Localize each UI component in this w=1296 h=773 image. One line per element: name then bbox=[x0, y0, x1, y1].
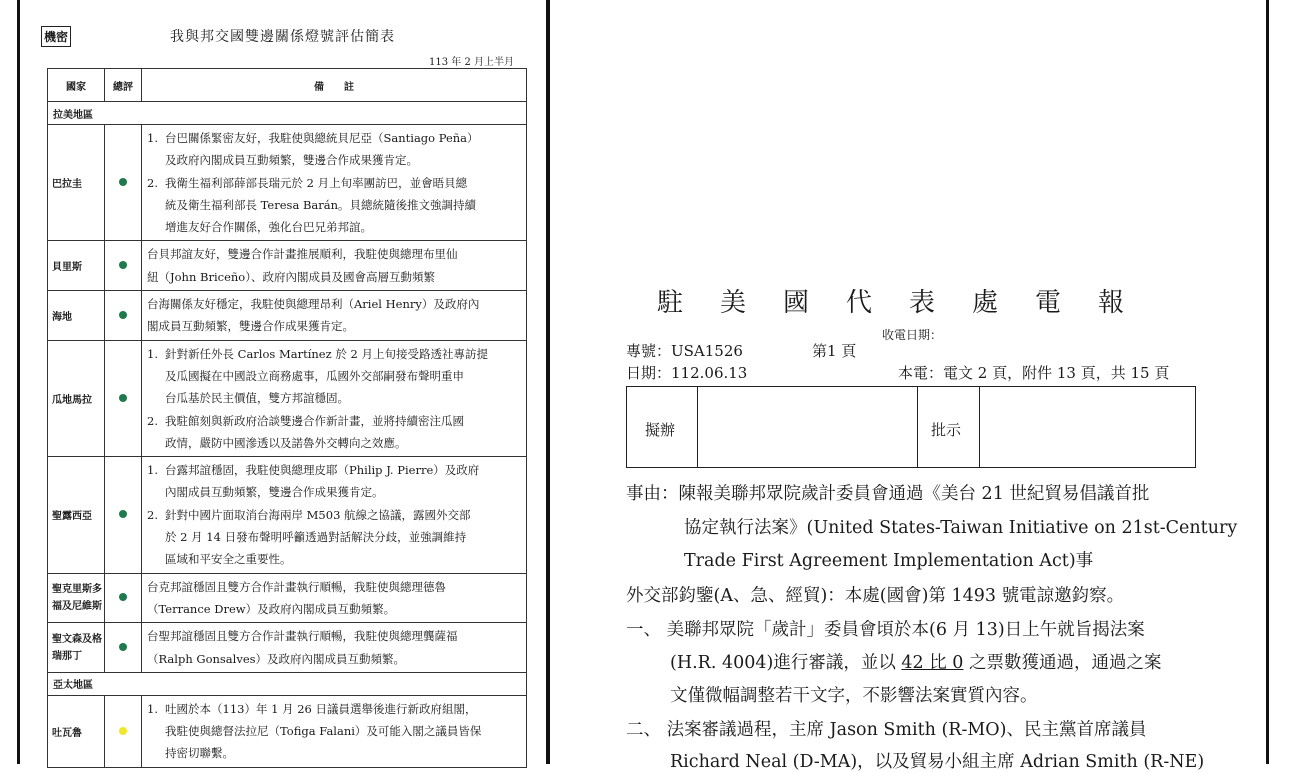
remark-line: 台海關係友好穩定，我駐使與總理昂利（Ariel Henry）及政府內 bbox=[147, 297, 480, 312]
country-name: 瓜地馬拉 bbox=[48, 340, 105, 456]
vote-count: 42 比 0 bbox=[901, 653, 964, 673]
document-title: 我與邦交國雙邊關係燈號評估簡表 bbox=[170, 29, 395, 45]
green-status-dot bbox=[119, 394, 127, 402]
region-row bbox=[48, 672, 527, 695]
remark-text bbox=[165, 504, 471, 571]
remarks-cell bbox=[142, 241, 527, 291]
paragraph-1-line-2 bbox=[670, 649, 1161, 674]
remark-line: 針對新任外長 Carlos Martínez 於 2 月上旬接受路透社專訪提 bbox=[165, 346, 488, 361]
remark-line: 我衛生福利部薛部長瑞元於 2 月上旬率團訪巴，並會晤貝總 bbox=[165, 175, 468, 190]
pages-info: 本電：電文 2 頁，附件 13 頁，共 15 頁 bbox=[898, 364, 1170, 382]
country-name: 吐瓦魯 bbox=[48, 695, 105, 767]
remark-line: 持密切聯繫。 bbox=[165, 746, 234, 761]
status-table-document bbox=[20, 0, 550, 764]
document-date: 113 年 2 月上半月 bbox=[429, 57, 514, 68]
remark-number: 2. bbox=[147, 413, 158, 428]
remark-text bbox=[147, 625, 458, 670]
remark-number: 1. bbox=[147, 346, 158, 361]
subject-line-1: 事由：陳報美聯邦眾院歲計委員會通過《美台 21 世紀貿易倡議首批 bbox=[626, 484, 1150, 504]
passed-text: 之票數獲通過，通過之案 bbox=[963, 653, 1162, 673]
remark-line: 台巴關係緊密友好，我駐使與總統貝尼亞（Santiago Peña） bbox=[165, 131, 479, 145]
remark-line: 台克邦誼穩固且雙方合作計畫執行順暢，我駐使與總理德魯 bbox=[147, 579, 446, 594]
remark-line: 我駐館刻與新政府洽談雙邊合作新計畫，並將持續密注瓜國 bbox=[165, 413, 464, 428]
yellow-status-dot bbox=[119, 727, 127, 735]
remark-text bbox=[165, 172, 476, 239]
telegram-date: 日期：112.06.13 bbox=[626, 364, 748, 382]
instruct-label: 批示 bbox=[931, 421, 962, 439]
table-row bbox=[48, 291, 527, 341]
remark-text bbox=[165, 459, 479, 504]
remarks-cell bbox=[142, 125, 527, 241]
remark-line: 台露邦誼穩固，我駐使與總理皮耶（Philip J. Pierre）及政府 bbox=[165, 463, 480, 478]
table-row bbox=[48, 340, 527, 456]
table-row bbox=[48, 573, 527, 623]
remark-line: 於 2 月 14 日發布聲明呼籲透過對話解決分歧，並強調維持 bbox=[165, 530, 467, 545]
remark-line: 針對中國片面取消台海兩岸 M503 航線之協議，露國外交部 bbox=[165, 507, 471, 522]
rating-cell bbox=[105, 340, 142, 456]
remark-line: 台貝邦誼友好，雙邊合作計畫推展順利，我駐使與總理布里仙 bbox=[147, 247, 458, 262]
header-remarks: 備 註 bbox=[142, 69, 527, 102]
draft-label: 擬辦 bbox=[645, 421, 676, 439]
green-status-dot bbox=[119, 311, 127, 319]
paragraph-1-line-1: 一、 美聯邦眾院「歲計」委員會頃於本(6 月 13)日上午就旨揭法案 bbox=[626, 620, 1145, 640]
table-row bbox=[48, 623, 527, 673]
remark-line: 及政府內閣成員互動頻繁，雙邊合作成果獲肯定。 bbox=[165, 153, 418, 168]
green-status-dot bbox=[119, 178, 127, 186]
table-body bbox=[48, 102, 527, 768]
remark-line: 閣成員互動頻繁，雙邊合作成果獲肯定。 bbox=[147, 319, 354, 334]
remark-item bbox=[147, 459, 521, 504]
telegram-title: 駐美國代表處電報 bbox=[657, 288, 1162, 318]
remarks-cell bbox=[142, 340, 527, 456]
remark-text bbox=[147, 243, 458, 288]
green-status-dot bbox=[119, 510, 127, 518]
remark-item bbox=[147, 625, 521, 670]
remark-item bbox=[147, 293, 521, 338]
remark-item bbox=[147, 698, 521, 765]
remark-number: 2. bbox=[147, 507, 158, 522]
remark-item bbox=[147, 576, 521, 621]
remarks-cell bbox=[142, 573, 527, 623]
remark-number: 1. bbox=[147, 131, 158, 145]
paragraph-2-line-2: Richard Neal (D-MA)，以及貿易小組主席 Adrian Smith (R-NE) bbox=[670, 752, 1205, 772]
green-status-dot bbox=[119, 261, 127, 269]
rating-cell bbox=[105, 125, 142, 241]
rating-cell bbox=[105, 623, 142, 673]
country-name: 聖克里斯多福及尼維斯 bbox=[48, 573, 105, 623]
page-number: 第1 頁 bbox=[812, 342, 857, 360]
remark-line: （Ralph Gonsalves）及政府內閣成員互動頻繁。 bbox=[147, 651, 406, 666]
remark-number: 1. bbox=[147, 701, 158, 716]
region-row bbox=[48, 102, 527, 125]
remark-text bbox=[147, 293, 479, 338]
remarks-cell bbox=[142, 623, 527, 673]
rating-cell bbox=[105, 241, 142, 291]
remark-line: 增進友好合作關係，強化台巴兄弟邦誼。 bbox=[165, 220, 372, 235]
addressee-line: 外交部鈞鑒(A、急、經貿)：本處(國會)第 1493 號電諒邀鈞察。 bbox=[626, 586, 1125, 606]
remark-line: 區域和平安全之重要性。 bbox=[165, 552, 292, 567]
remark-line: （Terrance Drew）及政府內閣成員互動頻繁。 bbox=[147, 601, 396, 616]
table-row bbox=[48, 125, 527, 241]
remark-line: 吐國於本（113）年 1 月 26 日議員選舉後進行新政府組閣， bbox=[165, 701, 477, 716]
remarks-cell bbox=[142, 695, 527, 767]
rating-cell bbox=[105, 457, 142, 573]
table-row bbox=[48, 241, 527, 291]
draft-content-cell bbox=[697, 387, 918, 467]
green-status-dot bbox=[119, 643, 127, 651]
remark-line: 台聖邦誼穩固且雙方合作計畫執行順暢，我駐使與總理龔薩福 bbox=[147, 629, 458, 644]
remark-line: 我駐使與總督法拉尼（Tofiga Falani）及可能入閣之議員皆保 bbox=[165, 724, 482, 739]
left-border bbox=[0, 0, 20, 764]
right-border bbox=[1266, 0, 1296, 764]
remark-line: 內閣成員互動頻繁，雙邊合作成果獲肯定。 bbox=[165, 485, 384, 500]
classification-stamp: 機密 bbox=[41, 26, 71, 47]
remark-text bbox=[165, 410, 464, 455]
remark-item bbox=[147, 127, 521, 172]
remarks-cell bbox=[142, 457, 527, 573]
rating-cell bbox=[105, 291, 142, 341]
remark-item bbox=[147, 343, 521, 410]
remark-text bbox=[165, 127, 479, 172]
remark-number: 2. bbox=[147, 175, 158, 190]
region-name: 拉美地區 bbox=[48, 102, 527, 125]
header-rating: 總評 bbox=[105, 69, 142, 102]
subject-line-3: Trade First Agreement Implementation Act)事 bbox=[684, 551, 1094, 571]
remark-line: 統及衛生福利部長 Teresa Barán。貝總統隨後推文強調持續 bbox=[165, 197, 477, 212]
remark-line: 及瓜國擬在中國設立商務處事，瓜國外交部嗣發布聲明重申 bbox=[165, 368, 464, 383]
country-name: 聖文森及格瑞那丁 bbox=[48, 623, 105, 673]
green-status-dot bbox=[119, 593, 127, 601]
remark-text bbox=[147, 576, 446, 621]
remark-text bbox=[165, 698, 481, 765]
table-header-row bbox=[48, 69, 527, 102]
table-row bbox=[48, 457, 527, 573]
remark-line: 政情，嚴防中國滲透以及諾魯外交轉向之效應。 bbox=[165, 435, 407, 450]
remark-line: 台瓜基於民主價值，雙方邦誼穩固。 bbox=[165, 391, 349, 406]
telegram-document bbox=[612, 0, 1266, 772]
remark-text bbox=[165, 343, 488, 410]
country-name: 貝里斯 bbox=[48, 241, 105, 291]
rating-cell bbox=[105, 573, 142, 623]
region-name: 亞太地區 bbox=[48, 672, 527, 695]
table-row bbox=[48, 695, 527, 767]
remark-item bbox=[147, 410, 521, 455]
country-name: 海地 bbox=[48, 291, 105, 341]
remark-line: 紐（John Briceño）、政府內閣成員及國會高層互動頻繁 bbox=[147, 269, 435, 284]
remarks-cell bbox=[142, 291, 527, 341]
remark-item bbox=[147, 172, 521, 239]
remark-item bbox=[147, 243, 521, 288]
remark-number: 1. bbox=[147, 463, 158, 478]
subject-line-2: 協定執行法案》(United States-Taiwan Initiative on 21st-Century bbox=[684, 518, 1238, 538]
page-gutter bbox=[550, 0, 610, 764]
rating-cell bbox=[105, 695, 142, 767]
paragraph-1-line-3: 文僅微幅調整若干文字，不影響法案實質內容。 bbox=[670, 686, 1038, 706]
relations-table bbox=[47, 68, 527, 768]
country-name: 巴拉圭 bbox=[48, 125, 105, 241]
header-country: 國家 bbox=[48, 69, 105, 102]
bill-number-text: (H.R. 4004)進行審議，並以 bbox=[670, 653, 902, 673]
country-name: 聖露西亞 bbox=[48, 457, 105, 573]
approval-box bbox=[626, 386, 1196, 468]
serial-number: 專號：USA1526 bbox=[626, 342, 743, 360]
remark-item bbox=[147, 504, 521, 571]
received-date-label: 收電日期： bbox=[882, 328, 943, 342]
paragraph-2-line-1: 二、 法案審議過程，主席 Jason Smith (R-MO)、民主黨首席議員 bbox=[626, 720, 1147, 740]
